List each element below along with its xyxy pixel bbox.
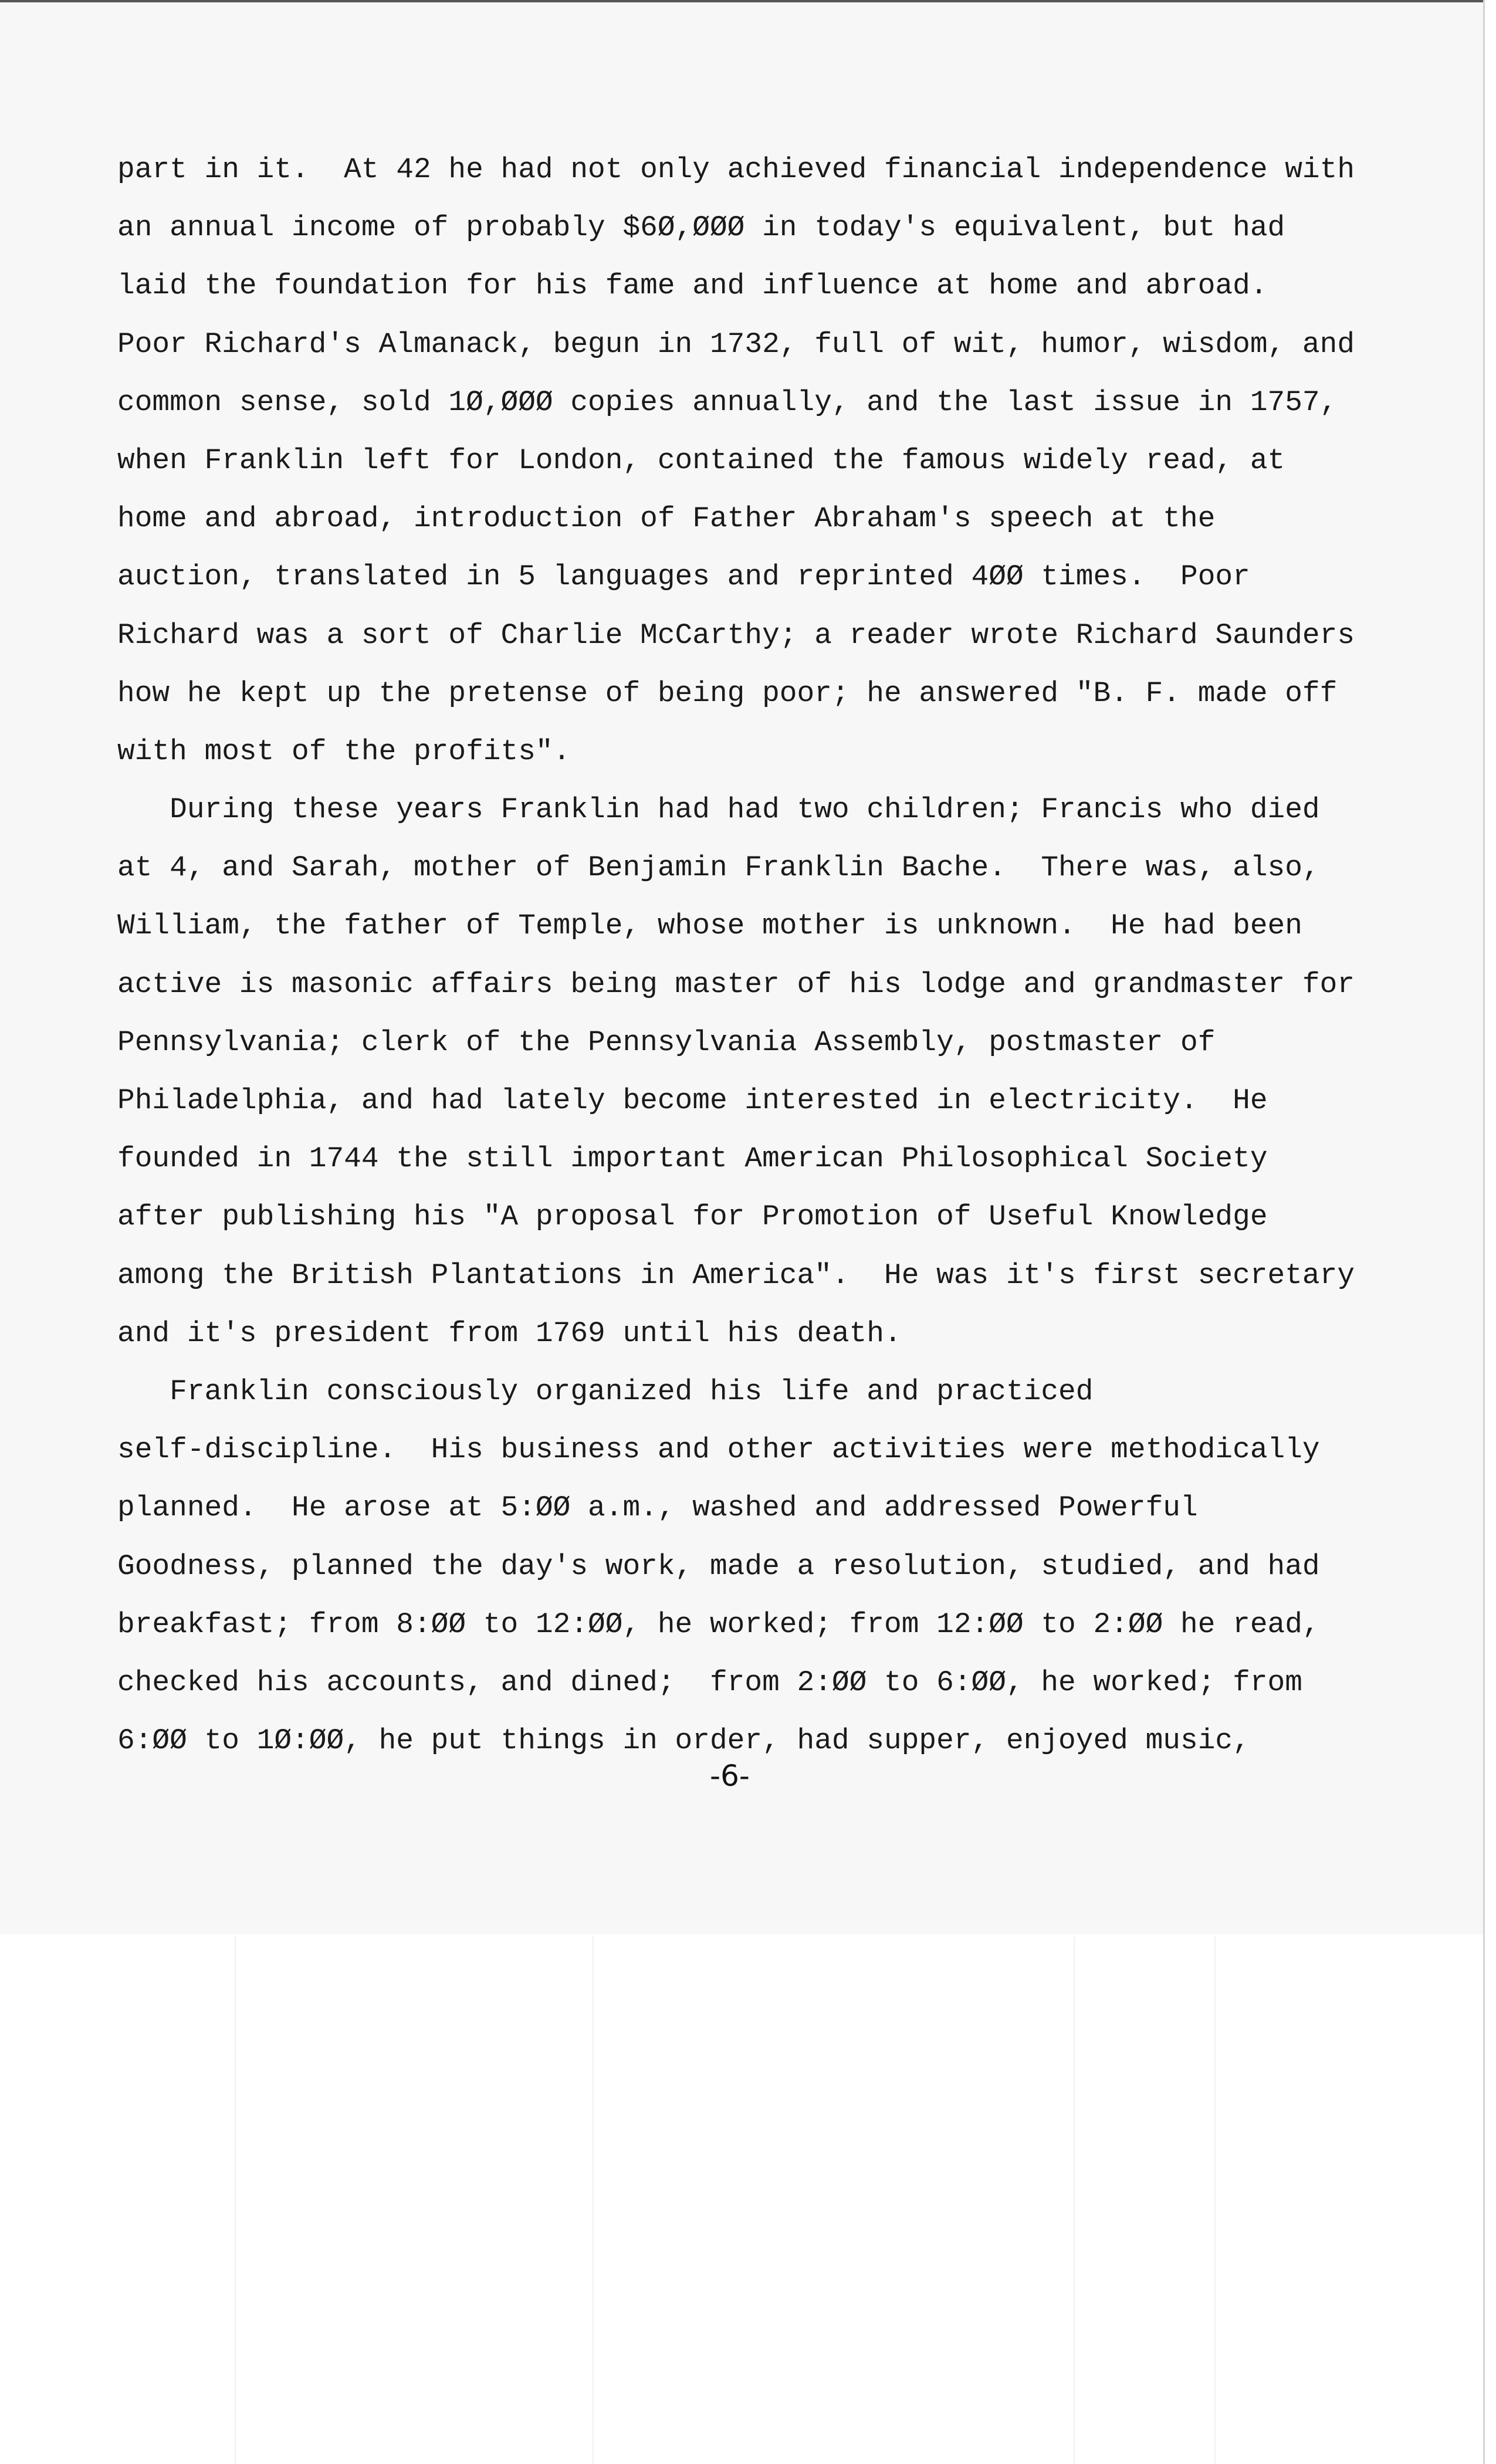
- text-line: part in it. At 42 he had not only achieved financial independence with: [117, 153, 1355, 186]
- text-line: an annual income of probably $6Ø,ØØØ in today's equivalent, but had: [117, 211, 1285, 245]
- text-line: Pennsylvania; clerk of the Pennsylvania Assembly, postmaster of: [117, 1025, 1216, 1059]
- page-number: [0, 1759, 1483, 1793]
- text-line: active is masonic affairs being master of his lodge and grandmaster for: [117, 967, 1355, 1001]
- text-line: common sense, sold 1Ø,ØØØ copies annually, and the last issue in 1757,: [117, 385, 1338, 419]
- text-line: self-discipline. His business and other activities were methodically: [117, 1433, 1320, 1467]
- text-line: Poor Richard's Almanack, begun in 1732, full of wit, humor, wisdom, and: [117, 327, 1355, 361]
- text-line: when Franklin left for London, contained the famous widely read, at: [117, 444, 1285, 477]
- text-line: auction, translated in 5 languages and reprinted 4ØØ times. Poor: [117, 560, 1250, 594]
- paragraph-2: [117, 781, 1408, 1363]
- text-line: Goodness, planned the day's work, made a resolution, studied, and had: [117, 1549, 1320, 1583]
- text-line: Philadelphia, and had lately become interested in electricity. He: [117, 1084, 1268, 1117]
- page-number-text: -6-: [710, 1759, 750, 1793]
- text-line: among the British Plantations in America". He was it's first secretary: [117, 1258, 1355, 1292]
- text-line: and it's president from 1769 until his death.: [117, 1316, 902, 1350]
- text-line: founded in 1744 the still important American Philosophical Society: [117, 1142, 1268, 1176]
- text-line: breakfast; from 8:ØØ to 12:ØØ, he worked; from 12:ØØ to 2:ØØ he read,: [117, 1607, 1320, 1641]
- paragraph-1: [117, 141, 1408, 781]
- text-line: checked his accounts, and dined; from 2:ØØ to 6:ØØ, he worked; from: [117, 1666, 1302, 1699]
- blank-area: [0, 1934, 1483, 2464]
- text-line: During these years Franklin had had two children; Francis who died: [117, 793, 1320, 827]
- faint-scan-line: [235, 1936, 236, 2464]
- text-line: Franklin consciously organized his life and practiced: [117, 1375, 1094, 1408]
- text-line: laid the foundation for his fame and influence at home and abroad.: [117, 269, 1268, 303]
- text-line: planned. He arose at 5:ØØ a.m., washed and addressed Powerful: [117, 1491, 1198, 1525]
- faint-scan-line: [1074, 1936, 1075, 2464]
- text-line: William, the father of Temple, whose mother is unknown. He had been: [117, 909, 1302, 943]
- document-body: [117, 141, 1408, 1770]
- page-right-edge: [1483, 0, 1485, 2464]
- text-line: with most of the profits".: [117, 735, 571, 768]
- text-line: after publishing his "A proposal for Promotion of Useful Knowledge: [117, 1200, 1268, 1234]
- text-line: 6:ØØ to 1Ø:ØØ, he put things in order, had supper, enjoyed music,: [117, 1724, 1250, 1758]
- text-line: at 4, and Sarah, mother of Benjamin Franklin Bache. There was, also,: [117, 851, 1320, 885]
- faint-scan-line: [1214, 1936, 1216, 2464]
- text-line: how he kept up the pretense of being poor; he answered "B. F. made off: [117, 676, 1338, 710]
- text-line: Richard was a sort of Charlie McCarthy; a reader wrote Richard Saunders: [117, 618, 1355, 652]
- text-line: home and abroad, introduction of Father Abraham's speech at the: [117, 502, 1216, 536]
- faint-scan-line: [593, 1936, 594, 2464]
- paragraph-3: [117, 1363, 1408, 1770]
